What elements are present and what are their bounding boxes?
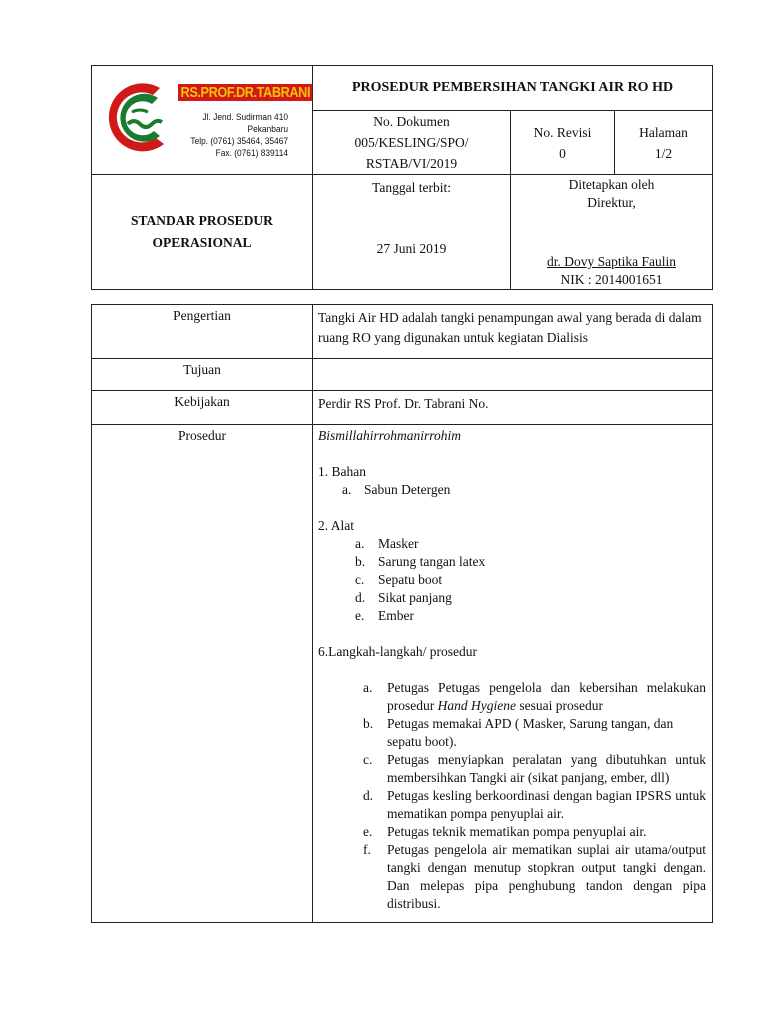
kebijakan-label: Kebijakan bbox=[92, 391, 313, 425]
director-name: dr. Dovy Saptika Faulin bbox=[547, 254, 676, 269]
approved-label-2: Direktur, bbox=[587, 195, 636, 210]
list-item: a. Masker bbox=[355, 536, 419, 551]
list-item: a. Sabun Detergen bbox=[342, 482, 451, 497]
bahan-heading: 1. Bahan bbox=[318, 464, 366, 479]
tujuan-text bbox=[313, 359, 713, 391]
issued-cell bbox=[313, 175, 511, 290]
step-item-e: e. Petugas teknik mematikan pompa penyuplai air. bbox=[363, 824, 647, 839]
hospital-name-logo: RS.PROF.DR.TABRANI bbox=[178, 84, 313, 101]
prosedur-label: Prosedur bbox=[92, 425, 313, 923]
tujuan-label: Tujuan bbox=[92, 359, 313, 391]
prosedur-content bbox=[313, 425, 713, 923]
document-title: PROSEDUR PEMBERSIHAN TANGKI AIR RO HD bbox=[313, 66, 713, 111]
sop-title-line1: STANDAR PROSEDUR bbox=[131, 213, 273, 228]
doc-number-value-1: 005/KESLING/SPO/ bbox=[354, 135, 469, 150]
doc-number-label: No. Dokumen bbox=[373, 114, 450, 129]
approved-label-1: Ditetapkan oleh bbox=[568, 177, 655, 192]
content-table bbox=[91, 304, 713, 923]
logo-cell bbox=[92, 66, 313, 175]
prosedur-opening: Bismillahirrohmanirrohim bbox=[318, 428, 462, 443]
step-item-d: d. Petugas kesling berkoordinasi dengan bagian IPSRS untuk mematikan pompa penyuplai air. bbox=[363, 788, 706, 821]
hospital-address: Jl. Jend. Sudirman 410 Pekanbaru Telp. (0761) 35464, 35467 Fax. (0761) 839114 bbox=[190, 112, 288, 159]
issued-label: Tanggal terbit: bbox=[372, 180, 451, 195]
step-item-f: f. Petugas pengelola air mematikan suplai air utama/output tangki dengan menutup stopkran output tangki dengan. Dan melepas pipa penghubung tandon dengan pipa distribusi. bbox=[363, 842, 706, 911]
langkah-heading: 6.Langkah-langkah/ prosedur bbox=[318, 644, 477, 659]
pengertian-text: Tangki Air HD adalah tangki penampungan awal yang berada di dalam ruang RO yang digunakan untuk kegiatan Dialisis bbox=[313, 305, 713, 359]
revision-cell bbox=[511, 111, 615, 175]
list-item: b. Sarung tangan latex bbox=[355, 554, 486, 569]
revision-value: 0 bbox=[559, 145, 566, 161]
list-item: e. Ember bbox=[355, 608, 414, 623]
step-item-c: c. Petugas menyiapkan peralatan yang dibutuhkan untuk membersihkan Tangki air (sikat panjang, ember, dll) bbox=[363, 752, 706, 785]
doc-number-cell bbox=[313, 111, 511, 175]
kebijakan-text: Perdir RS Prof. Dr. Tabrani No. bbox=[313, 391, 713, 425]
step-item-a: a. Petugas Petugas pengelola dan kebersihan melakukan prosedur Hand Hygiene sesuai prosedur bbox=[363, 680, 706, 713]
page-label: Halaman bbox=[639, 124, 688, 140]
revision-label: No. Revisi bbox=[533, 124, 592, 140]
page-cell bbox=[615, 111, 713, 175]
issued-date: 27 Juni 2019 bbox=[376, 241, 447, 256]
doc-number-value-2: RSTAB/VI/2019 bbox=[365, 156, 458, 171]
list-item: c. Sepatu boot bbox=[355, 572, 443, 587]
header-table bbox=[91, 65, 713, 290]
sop-title-line2: OPERASIONAL bbox=[152, 235, 252, 250]
page-value: 1/2 bbox=[654, 145, 673, 161]
sop-cell bbox=[92, 175, 313, 290]
approval-cell bbox=[511, 175, 713, 290]
list-item: d. Sikat panjang bbox=[355, 590, 452, 605]
hospital-logo-icon bbox=[98, 78, 180, 162]
pengertian-label: Pengertian bbox=[92, 305, 313, 359]
step-item-b: b. Petugas memakai APD ( Masker, Sarung tangan, dan sepatu boot). bbox=[363, 716, 674, 749]
alat-heading: 2. Alat bbox=[318, 518, 354, 533]
director-nik: NIK : 2014001651 bbox=[560, 272, 663, 287]
